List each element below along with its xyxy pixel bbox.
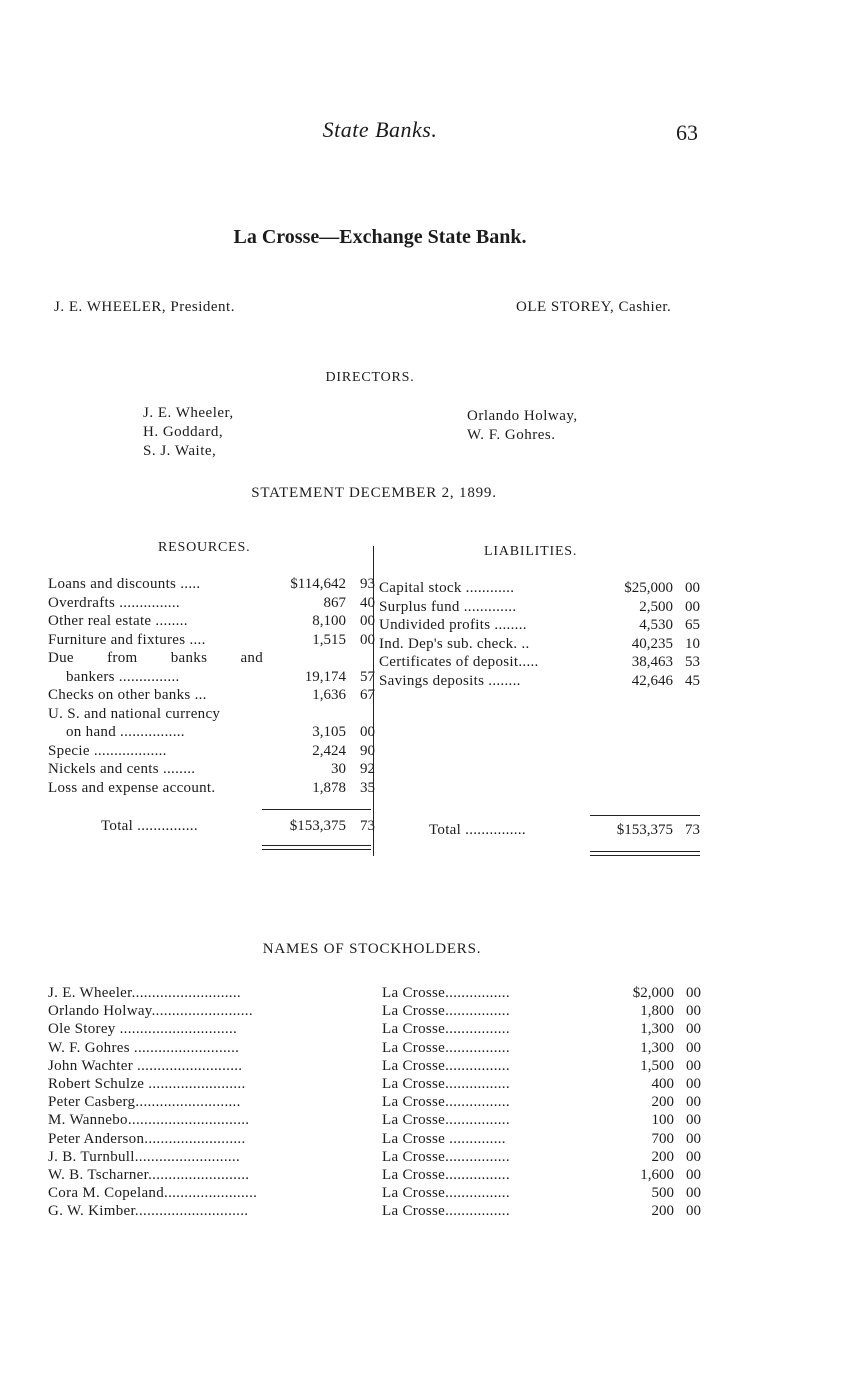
resource-cents: 40 [360,594,375,611]
stockholder-dollars: 400 [651,1075,674,1092]
resource-dollars: 867 [323,594,346,611]
resource-label: U. S. and national currency [48,705,221,722]
liability-dollars: 42,646 [631,672,673,689]
liabilities-total-row [379,822,701,842]
stockholder-dollars: 200 [651,1094,674,1111]
table-row [48,687,376,706]
stockholder-dollars: 1,800 [640,1003,674,1020]
table-row [48,1185,702,1203]
table-row [48,632,376,651]
stockholder-name: M. Wannebo.............................. [48,1112,250,1129]
stockholder-dollars: 1,600 [640,1166,674,1183]
table-row [48,595,376,614]
stockholders-table [48,985,702,1221]
stockholder-cents: 00 [686,985,701,1001]
liability-cents: 00 [685,598,700,615]
liability-label: Savings deposits ........ [379,672,521,689]
resource-cents: 92 [360,761,375,777]
stockholder-place: La Crosse................ [382,1039,510,1056]
stockholder-place: La Crosse................ [382,1185,510,1202]
table-row [48,780,376,799]
table-row [48,1167,702,1185]
liability-cents: 10 [685,635,700,652]
resource-label: Loss and expense account. [48,779,216,796]
table-row [379,654,701,673]
director-name: J. E. Wheeler, [143,405,234,421]
table-row [48,613,376,632]
total-label: Total ............... [429,822,526,838]
total-cents: 73 [360,818,375,834]
stockholder-cents: 00 [686,1203,701,1220]
total-rule [262,809,371,810]
stockholder-cents: 00 [686,1094,701,1111]
resource-cents: 57 [360,668,375,685]
stockholder-cents: 00 [686,1039,701,1056]
stockholder-name: J. E. Wheeler........................... [48,985,241,1001]
liability-dollars: 40,235 [631,635,673,652]
table-row [48,669,376,688]
stockholder-name: Orlando Holway......................... [48,1003,253,1020]
double-rule [262,845,371,846]
liability-label: Undivided profits ........ [379,617,527,633]
director-name: H. Goddard, [143,424,224,440]
stockholder-dollars: $2,000 [632,985,674,1001]
table-row [48,743,376,762]
stockholder-name: Robert Schulze ........................ [48,1075,246,1092]
stockholder-name: G. W. Kimber............................ [48,1203,249,1220]
stockholder-dollars: 1,300 [640,1039,674,1056]
stockholder-name: Ole Storey ............................. [48,1021,238,1038]
stockholder-name: Peter Anderson......................... [48,1130,246,1147]
stockholder-dollars: 100 [651,1112,674,1129]
resource-dollars: 19,174 [304,668,346,685]
stockholder-cents: 00 [686,1021,701,1038]
total-rule [590,815,700,816]
liability-label: Capital stock ............ [379,580,515,596]
stockholder-place: La Crosse .............. [382,1130,506,1147]
stockholder-dollars: 1,500 [640,1057,674,1074]
table-row [48,761,376,780]
directors-left-column [143,404,234,461]
stockholder-place: La Crosse................ [382,1094,510,1111]
stockholder-name: Cora M. Copeland....................... [48,1185,258,1202]
stockholder-cents: 00 [686,1112,701,1129]
liability-label: Surplus fund ............. [379,598,517,615]
director-name: S. J. Waite, [143,443,217,459]
resource-cents: 93 [360,576,375,592]
table-row [379,636,701,655]
liability-dollars: $25,000 [624,580,673,596]
stockholder-name: Peter Casberg.......................... [48,1094,241,1111]
stockholder-name: W. F. Gohres .......................... [48,1039,240,1056]
page-number: 63 [676,120,698,145]
resource-label: Other real estate ........ [48,613,188,629]
stockholder-name: W. B. Tscharner......................... [48,1166,250,1183]
resource-cents: 90 [360,742,375,759]
resource-label: on hand ................ [66,724,185,740]
table-row [48,985,702,1003]
resource-dollars: 2,424 [312,742,346,759]
stockholder-cents: 00 [686,1185,701,1202]
table-row [48,1131,702,1149]
double-rule [262,849,371,850]
liabilities-table [379,580,701,691]
liability-label: Certificates of deposit..... [379,654,539,670]
resource-cents: 35 [360,779,375,796]
double-rule [590,851,700,852]
resource-label: Specie .................. [48,742,167,759]
resource-dollars: 1,878 [312,779,346,796]
stockholder-place: La Crosse................ [382,985,510,1001]
table-row [48,1094,702,1112]
resource-label: Loans and discounts ..... [48,576,201,592]
resource-label: Checks on other banks ... [48,687,207,703]
stockholder-place: La Crosse................ [382,1203,510,1220]
bank-name: La Crosse—Exchange State Bank. [233,226,527,248]
resource-label: bankers ............... [66,668,180,685]
table-row [48,1040,702,1058]
stockholder-place: La Crosse................ [382,1057,510,1074]
stockholder-dollars: 1,300 [640,1021,674,1038]
total-dollars: $153,375 [616,822,673,838]
stockholder-name: John Wachter .......................... [48,1057,243,1074]
stockholder-dollars: 200 [651,1148,674,1165]
liability-dollars: 38,463 [631,654,673,670]
resource-label: Furniture and fixtures .... [48,631,206,648]
stockholder-place: La Crosse................ [382,1021,510,1038]
resource-cents: 00 [360,724,375,740]
liability-cents: 45 [685,672,700,689]
stockholder-place: La Crosse................ [382,1166,510,1183]
president-line: J. E. WHEELER, President. [54,299,235,315]
table-row [48,650,376,669]
resources-table [48,576,376,798]
stockholder-place: La Crosse................ [382,1075,510,1092]
total-dollars: $153,375 [289,818,346,834]
directors-heading: DIRECTORS. [325,370,415,385]
table-row [379,673,701,692]
table-row [379,617,701,636]
stockholder-cents: 00 [686,1003,701,1020]
stockholder-dollars: 500 [651,1185,674,1202]
table-row [48,576,376,595]
statement-heading: STATEMENT DECEMBER 2, 1899. [251,485,497,501]
double-rule [590,855,700,856]
resource-dollars: $114,642 [290,576,346,592]
resource-dollars: 1,636 [312,687,346,703]
table-row [48,724,376,743]
director-name: W. F. Gohres. [467,427,556,443]
stockholder-place: La Crosse................ [382,1112,510,1129]
stockholder-cents: 00 [686,1075,701,1092]
total-cents: 73 [685,822,700,838]
table-row [48,1203,702,1221]
resource-cents: 00 [360,631,375,648]
liability-cents: 00 [685,580,700,596]
table-row [48,1003,702,1021]
stockholder-cents: 00 [686,1130,701,1147]
table-row [379,599,701,618]
table-row [48,1021,702,1039]
resources-total-row [48,818,376,838]
table-row [379,580,701,599]
liability-label: Ind. Dep's sub. check. .. [379,635,530,652]
table-row [48,1058,702,1076]
resource-label: Overdrafts ............... [48,594,180,611]
liability-dollars: 2,500 [639,598,673,615]
stockholder-cents: 00 [686,1057,701,1074]
cashier-line: OLE STOREY, Cashier. [516,299,672,315]
liability-cents: 65 [685,617,700,633]
liability-cents: 53 [685,654,700,670]
table-row [48,1076,702,1094]
resource-label: Nickels and cents ........ [48,761,196,777]
table-row [48,1112,702,1130]
resource-label: Due from banks and [48,650,263,666]
resource-cents: 00 [360,613,375,629]
table-row [48,1149,702,1167]
stockholder-name: J. B. Turnbull.......................... [48,1148,241,1165]
resource-dollars: 3,105 [312,724,346,740]
stockholder-dollars: 700 [651,1130,674,1147]
director-name: Orlando Holway, [467,408,578,424]
resource-dollars: 1,515 [312,631,346,648]
directors-right-column [467,407,578,445]
running-head: State Banks. [322,117,438,142]
liabilities-heading: LIABILITIES. [484,544,578,559]
stockholder-cents: 00 [686,1166,701,1183]
liability-dollars: 4,530 [639,617,673,633]
resource-cents: 67 [360,687,375,703]
stockholder-place: La Crosse................ [382,1148,510,1165]
resource-dollars: 8,100 [312,613,346,629]
stockholder-dollars: 200 [651,1203,674,1220]
resources-heading: RESOURCES. [158,540,251,555]
stockholders-heading: NAMES OF STOCKHOLDERS. [262,941,482,957]
resource-dollars: 30 [331,761,346,777]
stockholder-cents: 00 [686,1148,701,1165]
stockholder-place: La Crosse................ [382,1003,510,1020]
total-label: Total ............... [101,818,198,834]
table-row [48,706,376,725]
